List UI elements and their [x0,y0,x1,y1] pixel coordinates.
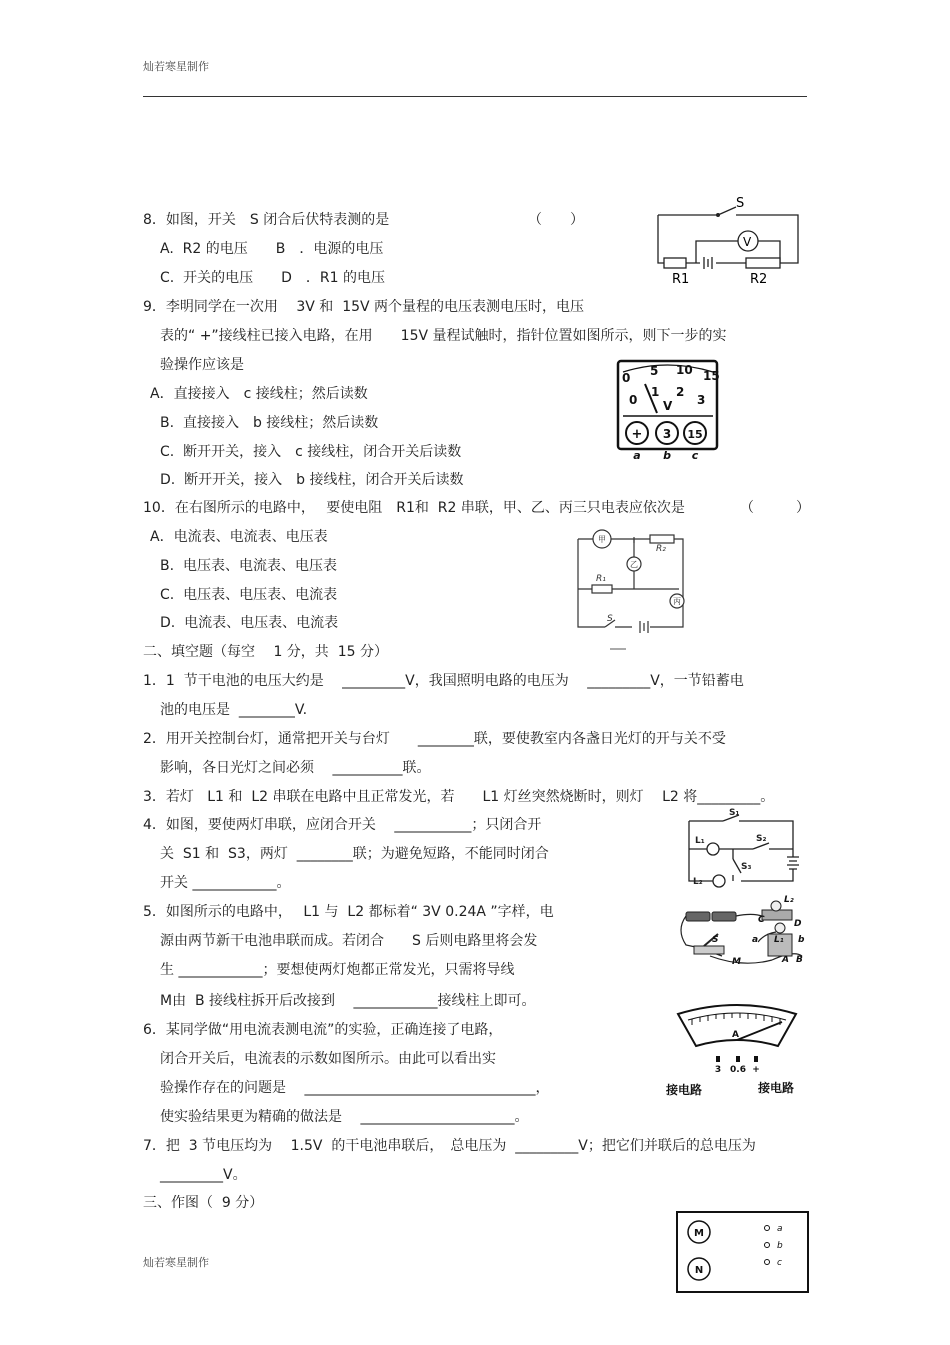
circuit8-r2-label: R2 [750,272,768,287]
q8-options-cd: C. 开关的电压 D ．R1 的电压 [160,270,385,286]
fill-2-line-2: 影响，各日光灯之间必须 __________联。 [160,760,431,776]
circuit-diagram-fill4 [683,805,803,890]
point-a-label: a [777,1224,783,1234]
dial-bottom-2: 2 [676,385,685,399]
fill-6-line-1: 6．某同学做“用电流表测电流”的实验，正确连接了电路， [143,1022,503,1038]
q10-stem: 10．在右图所示的电路中， 要使电阻 R1和 R2 串联，甲、乙、丙三只电表应依次是 [143,500,685,516]
fill5-s-label: S [712,935,719,945]
section-3-title: 三、作图（ 9 分） [143,1195,264,1211]
fill-1-line-1: 1．1 节干电池的电压大约是 _________V，我国照明电路的电压为 _________V，一节铅蓄电 [143,673,744,689]
fill-7-line-1: 7．把 3 节电压均为 1.5V 的干电池串联后， 总电压为 _________V；把它们并联后的总电压为 [143,1138,756,1154]
q9-option-c: C. 断开开关，接入 c 接线柱，闭合开关后读数 [160,444,462,460]
fill5-m-label: M [732,957,741,967]
circuit-diagram-q8 [650,195,810,285]
circuit10-r1-label: R₁ [596,574,606,584]
circuit10-s-label: S [607,614,613,624]
circuit8-r1-label: R1 [672,272,690,287]
q10-option-d: D. 电流表、电压表、电流表 [160,615,339,631]
circuit8-v-label: V [743,235,752,249]
ammeter-diagram-fill6 [662,1000,812,1100]
circuit-diagram-q10 [570,527,690,652]
ammeter-left-connect: 接电路 [666,1083,703,1097]
fill-7-line-2: _________V。 [160,1167,247,1183]
fill-6-line-4: 使实验结果更为精确的做法是 ______________________。 [160,1109,529,1125]
header-rule [143,96,807,97]
ammeter-terminal-3: 3 [714,1065,722,1075]
fill-6-line-2: 闭合开关后，电流表的示数如图所示。由此可以看出实 [160,1051,496,1067]
fill-5-line-3: 生 ____________；要想使两灯炮都正常发光，只需将导线 [160,962,515,978]
fill5-l1-label: L₁ [774,935,784,945]
fill4-l1-label: L₁ [695,836,705,846]
voltmeter-diagram-q9 [615,358,720,463]
meter-jia: 甲 [598,535,606,544]
fill-5-line-2: 源由两节新干电池串联而成。若闭合 S 后则电路里将会发 [160,933,538,949]
voltmeter-unit: V [663,399,673,413]
dial-bottom-1: 1 [651,385,660,399]
q9-option-d: D. 断开开关，接入 b 接线柱，闭合开关后读数 [160,472,464,488]
fill-4-line-3: 开关 ____________。 [160,875,291,891]
terminal-3: 3 [662,427,672,441]
ammeter-unit: A [732,1030,739,1040]
terminal-a-label: a [633,449,641,462]
ammeter-terminal-06: 0.6 [730,1065,746,1075]
point-c-label: c [777,1258,782,1268]
ammeter-right-connect: 接电路 [758,1081,795,1095]
motor-n-label: N [694,1265,704,1276]
fill-4-line-2: 关 S1 和 S3，两灯 ________联；为避免短路，不能同时闭合 [160,846,549,862]
fill5-A-label: A [782,955,789,965]
fill-2-line-1: 2．用开关控制台灯，通常把开关与台灯 ________联，要使教室内各盏日光灯的开与关不受 [143,731,726,747]
fill-4-line-1: 4．如图，要使两灯串联，应闭合开关 ___________；只闭合开 [143,817,542,833]
fill5-c-label: C [758,915,765,925]
dial-top-10: 10 [676,363,693,377]
meter-yi: 乙 [630,560,638,569]
ammeter-terminal-plus: + [752,1065,760,1075]
q9-option-b: B. 直接接入 b 接线柱；然后读数 [160,415,379,431]
fill4-s2-label: S₂ [756,834,767,844]
q9-option-a: A．直接接入 c 接线柱；然后读数 [150,386,368,402]
fill4-s1-label: S₁ [729,808,740,818]
page-footer: 灿若寒星制作 [143,1256,209,1269]
q9-stem-3: 验操作应该是 [160,357,244,373]
terminal-b-label: b [663,449,671,462]
terminal-plus: + [631,427,643,442]
dial-top-0: 0 [622,371,631,385]
circuit8-s-label: S [736,196,745,211]
fill-6-line-3: 验操作存在的问题是 _________________________________， [160,1080,550,1096]
circuit10-r2-label: R₂ [656,544,666,554]
dial-bottom-3: 3 [697,393,706,407]
fill-3: 3．若灯 L1 和 L2 串联在电路中且正常发光，若 L1 灯丝突然烧断时，则灯 L2 将_________。 [143,789,775,805]
dial-top-5: 5 [650,364,659,378]
q10-option-a: A．电流表、电流表、电压表 [150,529,328,545]
fill5-a-label: a [752,935,759,945]
fill5-b-label: b [798,935,805,945]
dial-bottom-0: 0 [629,393,638,407]
q10-option-b: B. 电压表、电流表、电压表 [160,558,337,574]
circuit-diagram-fill5 [672,890,812,975]
fill5-l2-label: L₂ [784,895,794,905]
fill5-d-label: D [794,919,802,929]
meter-bing: 丙 [673,597,681,606]
page-header: 灿若寒星制作 [143,60,209,73]
q10-bracket: （ ） [740,500,810,516]
section-2-title: 二、填空题（每空 1 分，共 15 分） [143,644,388,660]
terminal-c-label: c [691,449,699,462]
fill4-l2-label: L₂ [693,877,703,887]
motor-m-label: M [694,1228,704,1239]
fill5-B-label: B [796,955,803,965]
q8-options-ab: A. R2 的电压 B ．电源的电压 [160,241,384,257]
q9-stem-2: 表的“ +”接线柱已接入电路，在用 15V 量程试触时，指针位置如图所示，则下一步的实 [160,328,727,344]
drawing-diagram-section3 [675,1210,811,1296]
q8-stem: 8．如图，开关 S 闭合后伏特表测的是 [143,212,390,228]
fill-5-line-1: 5．如图所示的电路中， L1 与 L2 都标着“ 3V 0.24A ”字样，电 [143,904,554,920]
fill-1-line-2: 池的电压是 ________V. [160,702,308,718]
point-b-label: b [777,1241,783,1251]
fill4-s3-label: S₃ [741,862,752,872]
q10-option-c: C. 电压表、电压表、电流表 [160,587,338,603]
q8-bracket: （ ） [528,212,584,228]
q9-stem-1: 9．李明同学在一次用 3V 和 15V 两个量程的电压表测电压时，电压 [143,299,585,315]
fill-5-line-4: M由 B 接线柱拆开后改接到 ____________接线柱上即可。 [160,993,536,1009]
terminal-15: 15 [687,428,703,441]
dial-top-15: 15 [703,369,720,383]
